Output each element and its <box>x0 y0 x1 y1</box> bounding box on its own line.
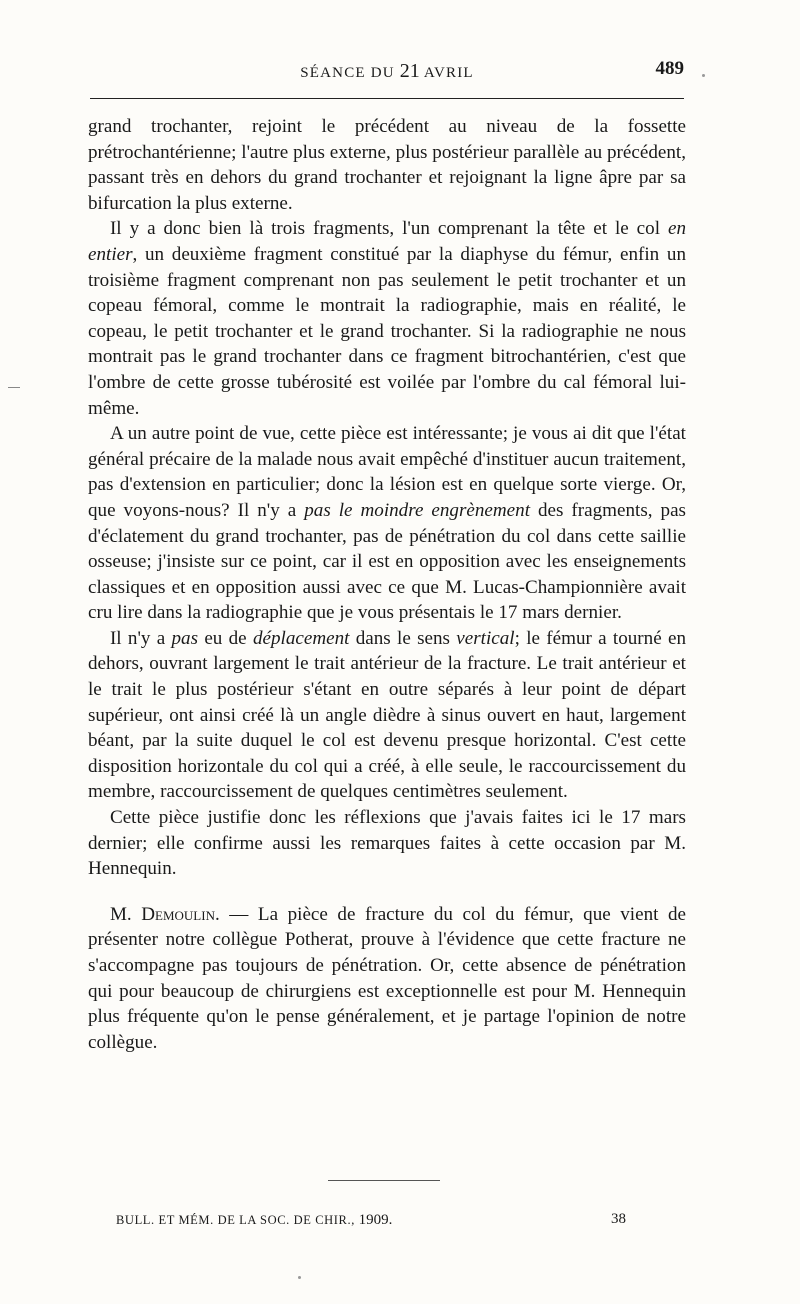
header-rule <box>90 98 684 99</box>
running-title-prefix: SÉANCE DU <box>300 65 400 81</box>
emphasis: vertical <box>456 627 515 649</box>
paragraph-3: A un autre point de vue, cette pièce est intéressante; je vous ai dit que l'état général précaire de la malade nous avait empêché d'instituer aucun traitement, pas d'extension en particulier; donc la lésion est en quelque sorte vierge. Or, que voyons-nous? Il n'y a pas le moindre engrènement des fragments, pas d'éclatement du grand trochanter, pas de pénétration du col dans cette saillie osseuse; j'insiste sur ce point, car il est en opposition avec les enseignements classiques et en opposition aussi avec ce que M. Lucas-Championnière avait cru lire dans la radiographie que je vous présentais le 17 mars dernier. <box>88 423 686 624</box>
paragraph-2: Il y a donc bien là trois fragments, l'un comprenant la tête et le col en entier, un deuxième fragment constitué par la diaphyse du fémur, enfin un troisième fragment comprenant non pas seulement le petit trochanter et un copeau fémoral, comme le montrait la radiographie, mais en réalité, le copeau, le petit trochanter et le grand trochanter. Si la radiographie ne nous montrait pas le grand trochanter dans ce fragment bitrochantérien, c'est que l'ombre de cette grosse tubérosité est voilée par l'ombre du cal fémoral lui-même. <box>88 218 686 419</box>
page-number: 489 <box>655 58 684 79</box>
emphasis: déplacement <box>252 627 350 649</box>
journal-citation <box>116 1212 392 1229</box>
page-footer <box>116 1212 626 1234</box>
emphasis: en entier <box>88 218 686 265</box>
paragraph-6: M. Demoulin. — La pièce de fracture du col du fémur, que vient de présenter notre collègue Potherat, prouve à l'évidence que cette fracture ne s'accompagne pas toujours de pénétration. Or, cette absence de pénétration qui pour beaucoup de chirurgiens est exceptionnelle est pour M. Hennequin plus fréquente qu'on le pense généralement, et je partage l'opinion de notre collègue. <box>88 903 686 1053</box>
paragraph-5: Cette pièce justifie donc les réflexions que j'avais faites ici le 17 mars dernier; elle confirme aussi les remarques faites à cette occasion par M. Hennequin. <box>88 807 686 880</box>
journal-year: 1909. <box>358 1212 393 1228</box>
paragraph-4: Il n'y a pas eu de déplacement dans le sens vertical; le fémur a tourné en dehors, ouvrant largement le trait antérieur de la fracture. Le trait antérieur et le trait le plus postérieur s'étant en outre séparés à leur point de départ supérieur, ont ainsi créé là un angle dièdre à sinus ouvert en haut, largement béant, par la suite duquel le col est devenu presque horizontal. C'est cette disposition horizontale du col qui a créé, à elle seule, le raccourcissement du membre, raccourcissement de quelques centimètres seulement. <box>88 627 686 803</box>
stray-mark <box>298 1276 301 1279</box>
running-title-month: AVRIL <box>419 65 474 81</box>
emphasis: pas <box>171 627 199 649</box>
section-rule <box>328 1180 440 1181</box>
sheet-number: 38 <box>611 1211 626 1227</box>
paragraph-1: grand trochanter, rejoint le précédent au niveau de la fossette prétrochantérienne; l'autre plus externe, plus postérieur parallèle au précédent, passant très en dehors du grand trochanter et rejoignant la ligne âpre par sa bifurcation la plus externe. <box>88 116 686 214</box>
section-gap <box>88 882 686 902</box>
body-text <box>88 114 686 1055</box>
running-title <box>90 60 684 83</box>
emphasis: pas le moindre engrènement <box>304 499 531 521</box>
stray-mark <box>702 74 705 77</box>
page-header <box>90 56 684 86</box>
journal-name: BULL. ET MÉM. DE LA SOC. DE CHIR., <box>116 1213 359 1227</box>
running-title-day: 21 <box>399 60 420 82</box>
margin-mark <box>8 387 20 388</box>
speaker-name: M. Demoulin. <box>109 903 220 925</box>
